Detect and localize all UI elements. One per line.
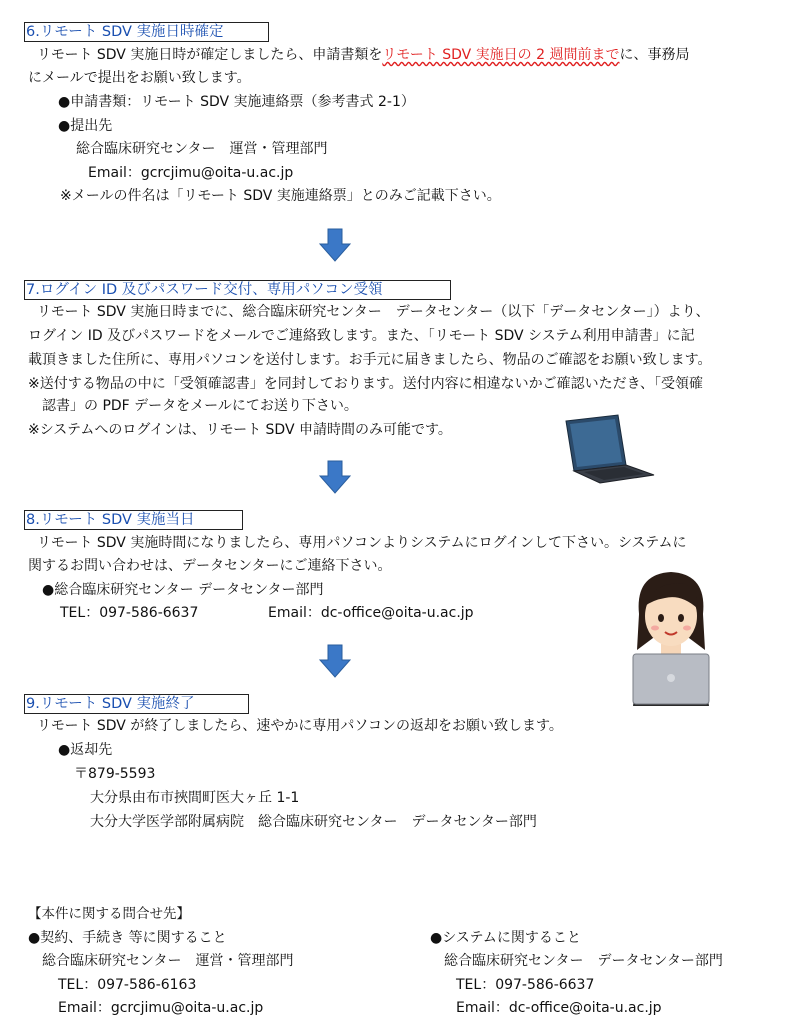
contact-heading: 【本件に関する問合せ先】 <box>28 906 190 922</box>
section-6-paragraph-line2: にメールで提出をお願い致します。 <box>28 70 251 86</box>
section-7-line4: ※送付する物品の中に「受領確認書」を同封しております。送付内容に相違ないかご確認いただき、「受領確 <box>28 376 704 392</box>
section-7-line3: 載頂きました住所に、専用パソコンを送付します。お手元に届きましたら、物品のご確認をお願い致します。 <box>28 352 712 368</box>
section-8-line1: リモート SDV 実施時間になりましたら、専用パソコンよりシステムにログインして下さい。システムに <box>37 535 687 551</box>
contact-left-dept: 総合臨床研究センター 運営・管理部門 <box>42 953 294 969</box>
section-7-line5: 認書」の PDF データをメールにてお送り下さい。 <box>42 398 358 414</box>
laptop-illustration-icon <box>560 413 656 485</box>
section-7-line1: リモート SDV 実施日時までに、総合臨床研究センター データセンター（以下「データセンター」）より、 <box>37 304 710 320</box>
operator-illustration-icon <box>625 566 717 708</box>
section-6-title: 6.リモート SDV 実施日時確定 <box>24 22 269 42</box>
contact-right-email: Email：dc-office@oita-u.ac.jp <box>456 1000 662 1016</box>
section-6-bullet-destination: ●提出先 <box>58 118 113 134</box>
section-9-address: 大分県由布市挾間町医大ヶ丘 1-1 <box>90 790 300 806</box>
section-9-line1: リモート SDV が終了しましたら、速やかに専用パソコンの返却をお願い致します。 <box>37 718 563 734</box>
section-7-line2: ログイン ID 及びパスワードをメールでご連絡致します。また、「リモート SDV システム利用申請書」に記 <box>28 328 695 344</box>
section-9-bullet: ●返却先 <box>58 742 113 758</box>
contact-left-title: ●契約、手続き 等に関すること <box>28 930 227 946</box>
down-arrow-icon <box>319 460 351 494</box>
contact-right-tel: TEL：097-586-6637 <box>456 977 595 993</box>
section-7-title: 7.ログイン ID 及びパスワード交付、専用パソコン受領 <box>24 280 451 300</box>
section-8-line2: 関するお問い合わせは、データセンターにご連絡下さい。 <box>28 558 392 574</box>
section-6-dept: 総合臨床研究センター 運営・管理部門 <box>76 141 328 157</box>
section-6-paragraph-line1: リモート SDV 実施日時が確定しましたら、申請書類をリモート SDV 実施日の 2 週間前までに、事務局 <box>37 47 690 63</box>
section-6-email: Email：gcrcjimu@oita-u.ac.jp <box>88 165 294 181</box>
section-6-bullet-documents: ●申請書類：リモート SDV 実施連絡票（参考書式 2-1） <box>58 94 415 110</box>
section-9-title: 9.リモート SDV 実施終了 <box>24 694 249 714</box>
contact-right-dept: 総合臨床研究センター データセンター部門 <box>444 953 723 969</box>
section-8-email: Email：dc-office@oita-u.ac.jp <box>268 605 474 621</box>
contact-left-email: Email：gcrcjimu@oita-u.ac.jp <box>58 1000 264 1016</box>
section-8-tel: TEL：097-586-6637 <box>60 605 199 621</box>
down-arrow-icon <box>319 228 351 262</box>
section-9-org: 大分大学医学部附属病院 総合臨床研究センター データセンター部門 <box>90 814 537 830</box>
section-8-bullet: ●総合臨床研究センター データセンター部門 <box>42 582 324 598</box>
contact-right-title: ●システムに関すること <box>430 930 581 946</box>
section-8-title: 8.リモート SDV 実施当日 <box>24 510 243 530</box>
down-arrow-icon <box>319 644 351 678</box>
section-6-note: ※メールの件名は「リモート SDV 実施連絡票」とのみご記載下さい。 <box>60 188 501 204</box>
section-9-zip: 〒879-5593 <box>74 766 156 782</box>
deadline-highlight: リモート SDV 実施日の 2 週間前まで <box>382 47 620 63</box>
section-7-line6: ※システムへのログインは、リモート SDV 申請時間のみ可能です。 <box>28 422 452 438</box>
contact-left-tel: TEL：097-586-6163 <box>58 977 197 993</box>
